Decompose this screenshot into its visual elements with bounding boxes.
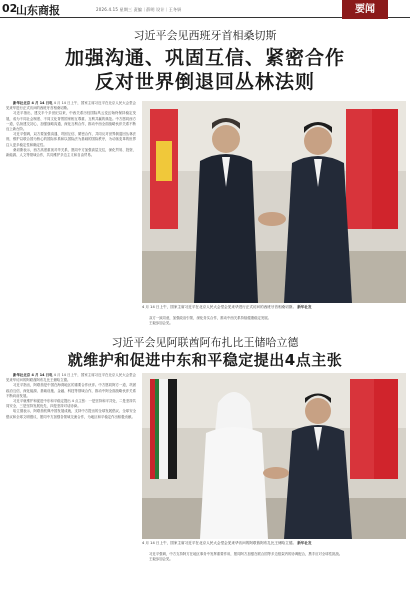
story1-para-3: 习近平强调，双方要加强沟通、巩固互信、紧密合作，共同反对世界倒退回丛林法则，维护以联合国为核心的国际体系和以国际法为基础的国际秩序，为动荡变革的世界注入更多稳定性和确定性。 xyxy=(6,132,136,147)
story1-photo xyxy=(142,101,406,303)
story1-caption xyxy=(142,305,406,310)
story2-photo xyxy=(142,373,406,539)
story2-body xyxy=(6,373,136,595)
story2-caption-text: 4 月 14 日上午，国家主席习近平在北京人民大会堂会见来华访问的阿联酋阿布扎比王储哈立德。 xyxy=(142,541,297,545)
section-badge: 要闻 xyxy=(342,0,388,19)
paper-name: 山东商报 xyxy=(16,4,60,17)
story2-para-4: 哈立德表示，阿联酋钦佩中国发展成就，支持中方提出的全球发展倡议、全球安全倡议和全球文明倡议，愿同中方加强各领域交流合作，为地区和平稳定作出积极贡献。 xyxy=(6,409,136,419)
story1-tail-2: 王毅参加会见。 xyxy=(149,321,173,326)
story1-kicker: 习近平会见西班牙首相桑切斯 xyxy=(133,29,277,42)
story2-caption xyxy=(142,541,406,546)
story2-para-1: 4 月 14 日上午，国家主席习近平在北京人民大会堂会见来华访问的阿联酋阿布扎比王储哈立德。 xyxy=(6,373,136,383)
story2-tail xyxy=(142,552,406,598)
story1-para-4: 桑切斯表示，西方高度重视对华关系，愿同中方加强高层交往，深化贸易、投资、新能源、人文等领域合作，共同维护多边主义和自由贸易。 xyxy=(6,147,136,158)
story1-tail-1: 双方一致同意，加强政治引领，深化务实合作，推动中西关系持续健康稳定发展。 xyxy=(149,316,272,320)
story2-para-3: 习近平就维护和促进中东和平稳定提出 4 点主张：一是坚持和平共处，二是坚持共同安全，三是坚持发展优先，四是坚持对话协商。 xyxy=(6,399,136,409)
story2-para-2: 习近平指出，阿联酋是中国在海湾地区的重要合作伙伴。中方愿同阿方一道，巩固政治互信，深化能源、基础设施、金融、科技等领域合作，推动中阿全面战略伙伴关系不断向前发展。 xyxy=(6,383,136,398)
story1-caption-text: 4 月 14 日上午，国家主席习近平在北京人民大会堂会见来华进行正式访问的西班牙首相桑切斯。 xyxy=(142,305,297,309)
story1-photo-image xyxy=(142,101,406,303)
story1-para-2: 习近平指出，建交半个多世纪以来，中西关系历经国际风云变幻始终保持稳定发展，成为不同社会制度、不同文化背景国家相互尊重、互利共赢的典范。中方愿同西方一道，弘扬建交初心，加强战略沟通，深化互利合作，推动中西全面战略伙伴关系不断迈上新台阶。 xyxy=(6,111,136,132)
story2-kicker: 习近平会见阿联酋阿布扎比王储哈立德 xyxy=(111,336,299,349)
page-number: 02 xyxy=(2,2,18,15)
story2-photo-image xyxy=(142,373,406,539)
issue-meta: 2026.4.15 星期三 责编｜薛明 设计｜王冬妍 xyxy=(96,7,182,12)
story1-para-1: 4 月 14 日上午，国家主席习近平在北京人民大会堂会见来华进行正式访问的西班牙首相桑切斯。 xyxy=(6,101,136,111)
story1-headline-1: 加强沟通、巩固互信、紧密合作 xyxy=(64,47,345,69)
story2-tail-2: 王毅参加会见。 xyxy=(149,557,173,562)
story2-headline: 就维护和促进中东和平稳定提出4点主张 xyxy=(67,351,343,369)
story2-tail-1: 习近平强调，中方支持阿方在地区事务中发挥重要作用，愿同阿方加强在联合国等多边框架内的协调配合，携手应对全球性挑战。 xyxy=(149,552,343,556)
story1-headline-2: 反对世界倒退回丛林法则 xyxy=(94,71,315,93)
story2-caption-credit: 新华社发 xyxy=(297,541,312,545)
story1-byline: 新华社北京 4 月 14 日电 xyxy=(13,101,53,105)
story1-caption-credit: 新华社发 xyxy=(297,305,312,309)
story2-byline: 新华社北京 4 月 14 日电 xyxy=(13,373,53,377)
story1-body xyxy=(6,101,136,301)
